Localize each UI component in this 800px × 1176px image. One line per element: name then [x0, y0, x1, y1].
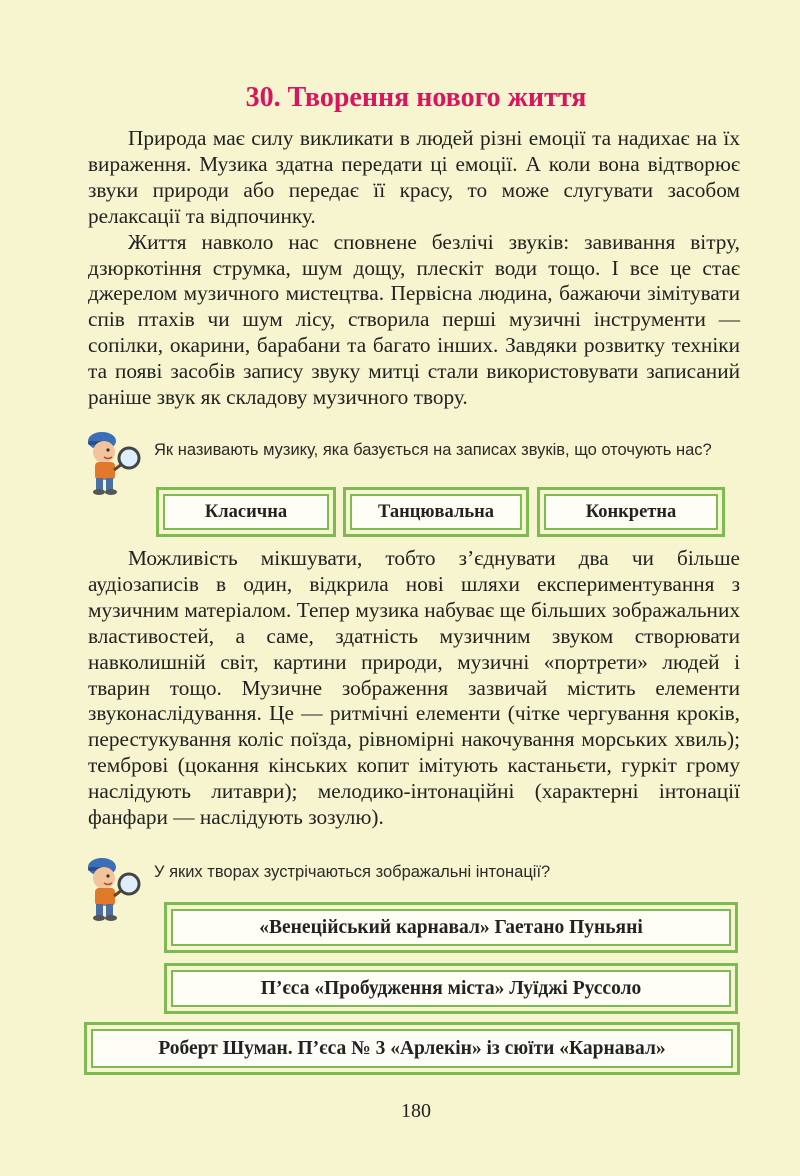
answer-option-konkretna[interactable]	[537, 487, 725, 537]
question-2-text: У яких творах зустрічаються зображальні інтонації?	[154, 863, 551, 881]
question-1-text: Як називають музику, яка базується на записах звуків, що оточують нас?	[154, 441, 712, 459]
intro-text	[88, 126, 740, 411]
answer-option-klasychna[interactable]	[156, 487, 336, 537]
answer-label: Танцювальна	[350, 494, 522, 530]
answer-label: П’єса «Пробудження міста» Луїджі Руссоло	[171, 970, 731, 1007]
page-number: 180	[401, 1100, 431, 1122]
boy-with-magnifier-icon	[86, 428, 142, 496]
paragraph: Природа має силу викликати в людей різні емоції та надихає на їх вираження. Музика здатна передати ці емоції. А коли вона відтворює звуки природи або передає її красу, то може слугувати засобом релаксації та відпочинку.	[88, 126, 740, 228]
answer-option-venetsiiskyi-karnaval[interactable]	[164, 902, 738, 953]
boy-with-magnifier-icon	[86, 854, 142, 922]
page-title: 30. Творення нового життя	[245, 82, 587, 113]
paragraph: Життя навколо нас сповнене безлічі звуків: завивання вітру, дзюркотіння струмка, шум дощу, плескіт води тощо. І все це стає джерелом музичного мистецтва. Первісна людина, бажаючи зімітувати спів птахів чи шум лісу, створила перші музичні інструменти — сопілки, окарини, барабани та багато інших. Завдяки розвитку техніки та появі засобів запису звуку митці стали використовувати записаний раніше звук як складову музичного твору.	[88, 229, 740, 410]
body-text	[88, 546, 740, 831]
answer-option-arlekin[interactable]	[84, 1022, 740, 1075]
answer-label: Роберт Шуман. П’єса № 3 «Арлекін» із сюїти «Карнавал»	[91, 1029, 733, 1068]
answer-label: «Венеційський карнавал» Гаетано Пуньяні	[171, 909, 731, 946]
answer-label: Конкретна	[544, 494, 718, 530]
paragraph: Можливість мікшувати, тобто з’єднувати два чи більше аудіозаписів в один, відкрила нові шляхи експериментування з музичним матеріалом. Тепер музика набуває ще більших зображальних властивостей, а саме, здатність музичним звуком створювати навколишній світ, картини природи, музичні «портрети» людей і тварин тощо. Музичне зображення зазвичай містить елементи звуконаслідування. Це — ритмічні елементи (чітке чергування кроків, перестукування коліс поїзда, рівномірні накочування морських хвиль); темброві (цокання кінських копит імітують кастаньєти, гуркіт грому наслідують литаври); мелодико-інтонаційні (характерні інтонації фанфари — наслідують зозулю).	[88, 546, 740, 830]
answer-option-tantsiuvalna[interactable]	[343, 487, 529, 537]
answer-option-probudzhennia-mista[interactable]	[164, 963, 738, 1014]
answer-label: Класична	[163, 494, 329, 530]
